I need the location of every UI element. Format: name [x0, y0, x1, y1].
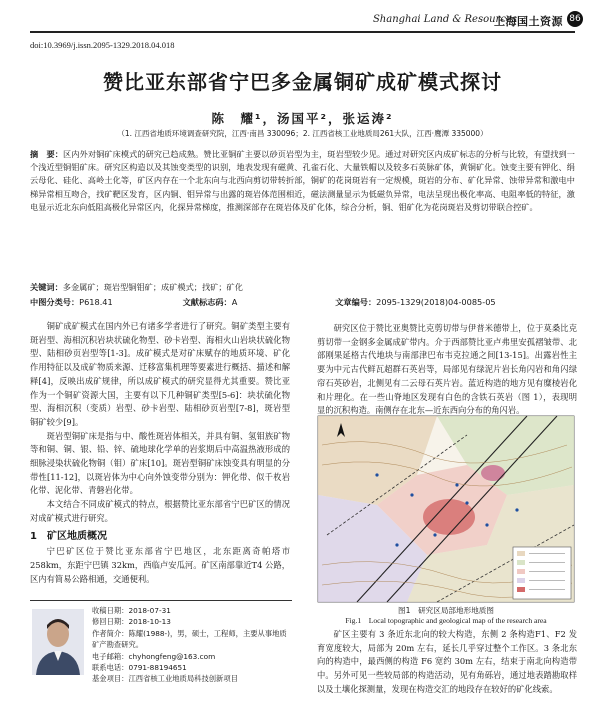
received-date: 收稿日期：2018-07-31 [92, 606, 171, 615]
keywords-text: 多金属矿；斑岩型铜钼矿；成矿模式；找矿；矿化 [62, 282, 243, 292]
paper-title: 赞比亚东部省宁巴多金属铜矿成矿模式探讨 [103, 70, 502, 94]
section-heading: 1 矿区地质概况 [30, 530, 107, 542]
paragraph: 斑岩型铜矿床是指与中、酸性斑岩体相关，并具有铜、氢钼族矿物等和铜、铜、银、铅、锌、硫地球化学单的岩浆期后中高温热液形成的细脉浸染状硫化物铜（钼）矿床[10]。斑岩型铜矿床蚀变具有明显的分带性[11-12]，以斑岩体为中心向外蚀变带分别为：钾化带、似千枚岩化带、泥化带、青磐岩化带。 [30, 430, 290, 496]
clc-number: P618.41 [79, 297, 113, 307]
author-info-box [30, 600, 292, 713]
doccode: A [231, 297, 238, 307]
right-column-continued [317, 628, 577, 697]
affiliations: （1. 江西省地质环境调查研究院，江西·南昌 330096；2. 江西省核工业地质局261大队，江西·鹰潭 335000） [117, 129, 488, 138]
author-email: 电子邮箱：chyhongfeng@163.com [92, 651, 216, 661]
journal-name: Shanghai Land & Resources [372, 14, 517, 25]
header-rule [30, 31, 575, 33]
right-column [317, 322, 577, 418]
keywords-label: 关键词： [30, 282, 63, 292]
figure-caption-cn: 图1 研究区局部地形地质图 [398, 606, 494, 615]
paragraph: 宁巴矿区位于赞比亚东部省宁巴地区，北东距离奇帕塔市 258km，东距宁巴镇 32km，西临卢安瓜河。矿区南部靠近T4 公路，区内有简易公路相通，交通便利。 [30, 546, 290, 584]
abstract-label: 摘 要： [30, 149, 64, 159]
journal-brand: 上海国土资源 [494, 15, 563, 28]
figure-caption-en: Fig.1 Local topographic and geological map of the research area [345, 616, 547, 625]
doccode-label: 文献标志码： [182, 297, 232, 307]
revised-date: 修回日期：2018-10-13 [92, 617, 171, 627]
paragraph: 矿区主要有 3 条近东北向的较大构造，东侧 2 条构造F1、F2 发育宽度较大，局部为 20m 左右，延长几乎穿过整个工作区。3 条北东向的构造中，最西侧的构造 F6 宽约 30m 左右，结束于南北向构造带中。另外可见一些较局部的构造活动，见有角砾岩，通过地表踏勘取样以及土壤化探测量，发现在构造交汇的地段存在较好的矿化线索。 [317, 629, 577, 694]
abstract-text: 区内外对铜矿床模式的研究已趋成熟。赞比亚铜矿主要以砂页岩型为主，斑岩型较少见。通过对研究区内成矿标志的分析与比较，有望找到一个浅近型铜钼矿床。研究区构造以及其蚀变类型的识别，地表发现有磁黄、孔雀石化、大量铁帽以及较多石英脉矿体，黄铜矿化。蚀变主要有钾化、绢云母化、硅化、高岭土化等，矿区内存在一个北东向与北西向剪切带转折部，铜矿的花岗斑岩有一定规模，斑岩的分布、矿化异常、蚀带异常和激电中梯异常相互吻合，找矿靶区发育，区内铜、钼异常与出露的斑岩体范围相近，磁法测量显示为低磁负异常，电法呈现出极化率高、电阻率低的特征，激电显示近北东向低阻高极化异常区内，化探异常梯度，推测深部存在斑岩体及矿化体，综合分析，铜、钼矿化为花岗斑岩及剪切带联合控矿。 [30, 149, 575, 212]
keywords [30, 282, 575, 293]
author-photo [32, 609, 84, 675]
paragraph: 研究区位于赞比亚奥赞比克剪切带与伊普米德带上，位于莫桑比克剪切带一金钢多金属成矿带内。介于西部赞比亚卢弗里安孤褶皱带、北部刚果延格古代地块与南部津巴布韦克拉通之间[13-15]。出露岩性主要为中元古代鲜瓦超群石英岩等，局部见有绿泥片岩长角闪岩和角闪绿帘石英砂岩，北侧见有二云母石英片岩。蓝近构造的地方见有糜棱岩化和片理化。在一些山脊地区发现有白色的含铁石英岩（图 1），表现明显的沉积构造。南侧存在北东—近东西向分布的角闪岩。 [317, 323, 577, 416]
article-number: 2095-1329(2018)04-0085-05 [376, 297, 496, 307]
page-number: 86 [567, 11, 583, 27]
author-bio: 作者简介：陈耀(1988-)，男，硕士，工程师，主要从事地质矿产勘查研究。 [92, 628, 287, 650]
geological-map-figure [317, 415, 575, 603]
clc-label: 中图分类号： [30, 297, 80, 307]
author-info [92, 605, 292, 685]
authors: 陈 耀¹，汤国平²，张运涛² [211, 111, 394, 126]
doi: doi:10.3969/j.issn.2095-1329.2018.04.018 [30, 40, 175, 50]
fund-project: 基金项目：江西省核工业地质局科技创新项目 [92, 674, 238, 684]
figure-caption [317, 606, 575, 626]
paragraph: 铜矿成矿模式在国内外已有诸多学者进行了研究。铜矿类型主要有斑岩型、海相沉积岩块状硫化物型、砂卡岩型、海相火山岩块状硫化物型、陆相砂页岩型等[1-3]。成矿模式是对矿床赋存的地质环境、矿化作用特征以及成矿物质来源、迁移富集机理等要素进行概括、描述和解释[4]，反映出成矿规律，所以成矿模式的研究显得尤其重要。赞比亚作为一个铜矿资源大国，主要有以下几种铜矿类型[5-6]：块状硫化物型、海相沉积（变质）岩型、砂卡岩型、陆相砂页岩型[7-8]，斑岩型铜矿较少[9]。 [30, 321, 290, 427]
article-meta [30, 297, 575, 308]
article-label: 文章编号： [335, 297, 377, 307]
running-header [30, 10, 581, 32]
author-phone: 联系电话：0791-88194651 [92, 663, 187, 673]
abstract [30, 148, 575, 214]
paragraph: 本文结合不同成矿模式的特点，根据赞比亚东部省宁巴矿区的情况对成矿模式进行研究。 [30, 499, 290, 523]
left-column [30, 320, 290, 586]
